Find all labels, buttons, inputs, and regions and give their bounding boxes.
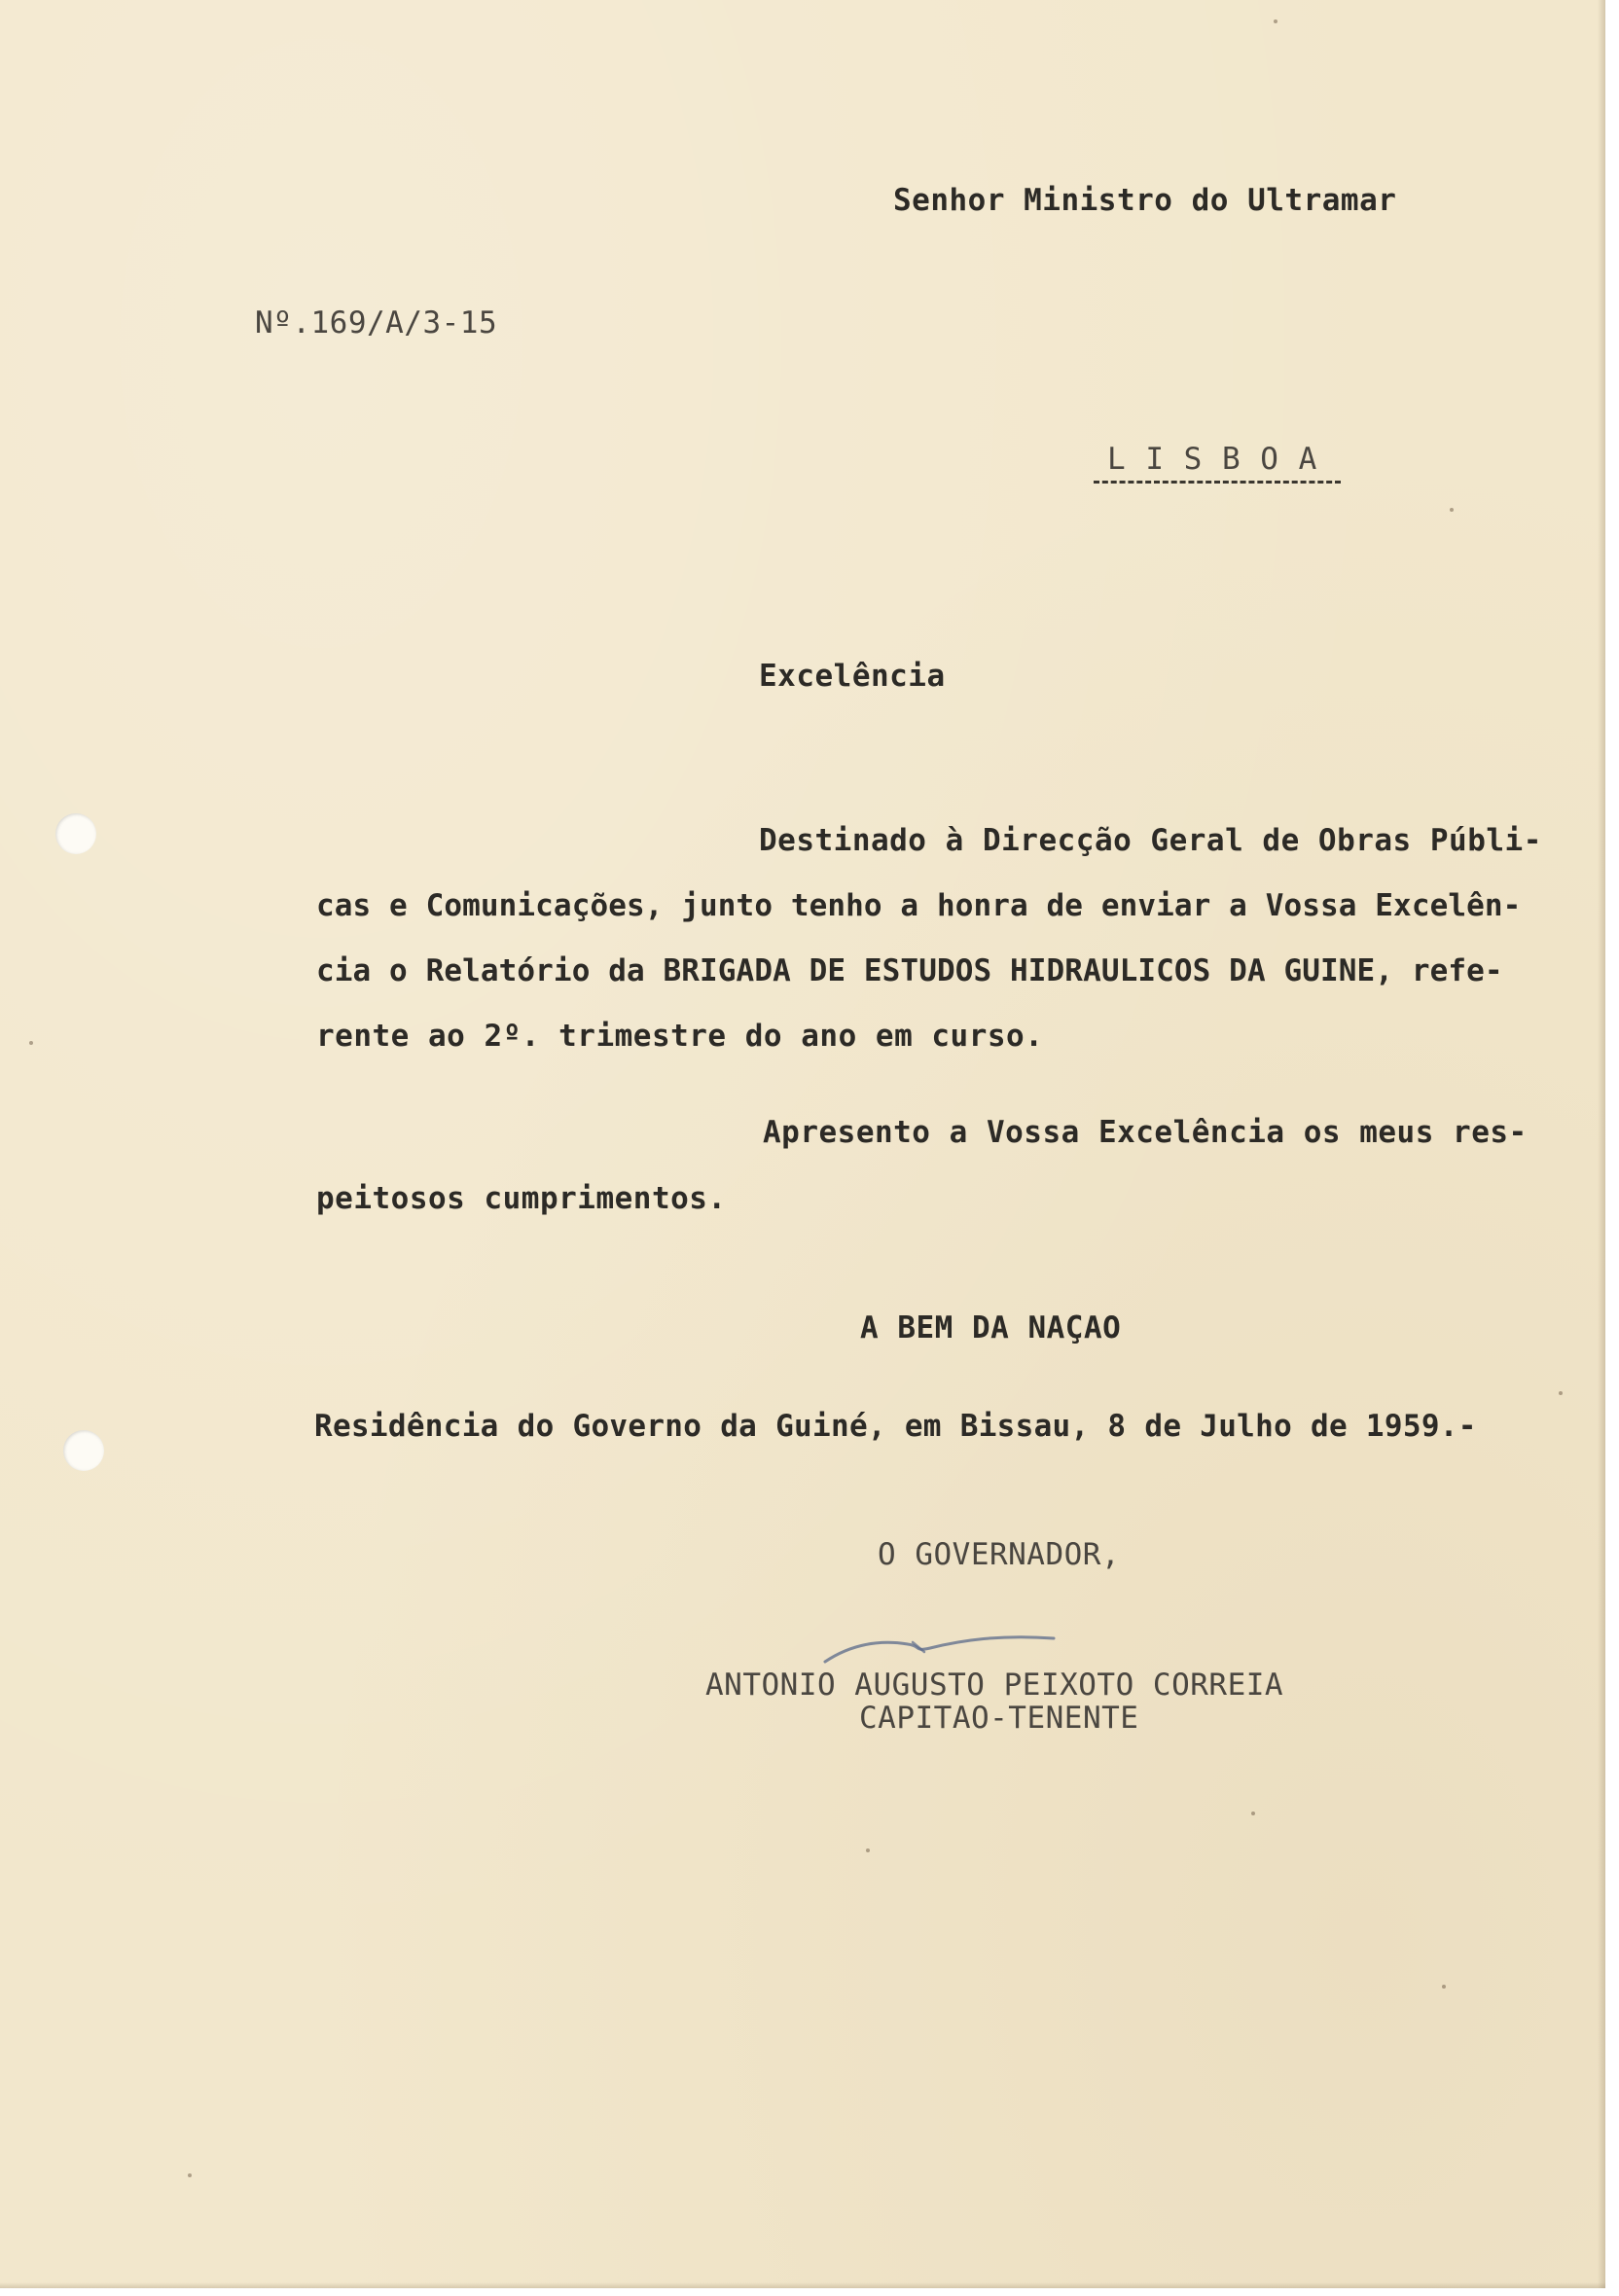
signatory-rank: CAPITAO-TENENTE [859, 1701, 1139, 1736]
page-edge-shadow [1598, 0, 1605, 2288]
page-bottom-shadow [0, 2282, 1605, 2288]
handwritten-signature [815, 1613, 1068, 1671]
recipient-line: Senhor Ministro do Ultramar [893, 183, 1397, 218]
reference-number: Nº.169/A/3-15 [255, 305, 498, 341]
signatory-name: ANTONIO AUGUSTO PEIXOTO CORREIA [705, 1668, 1284, 1703]
salutation: Excelência [759, 659, 946, 694]
punch-hole-bottom [63, 1430, 104, 1471]
paper-speck [1442, 1985, 1446, 1989]
body-line-3: cia o Relatório da BRIGADA DE ESTUDOS HIDRAULICOS DA GUINE, refe- [316, 953, 1503, 988]
paper-speck [1559, 1391, 1563, 1395]
body-line-2: cas e Comunicações, junto tenho a honra de enviar a Vossa Excelên- [316, 888, 1522, 923]
paper-speck [1274, 19, 1277, 23]
signatory-title: O GOVERNADOR, [878, 1537, 1121, 1572]
paper-speck [29, 1041, 33, 1045]
closing-line-2: peitosos cumprimentos. [316, 1181, 727, 1216]
paper-speck [188, 2173, 192, 2177]
punch-hole-top [55, 813, 96, 854]
paper-speck [866, 1848, 870, 1852]
body-line-1: Destinado à Direcção Geral de Obras Públi- [759, 823, 1542, 858]
body-line-4: rente ao 2º. trimestre do ano em curso. [316, 1019, 1044, 1054]
motto: A BEM DA NAÇAO [860, 1310, 1122, 1345]
closing-line-1: Apresento a Vossa Excelência os meus res- [763, 1115, 1528, 1150]
place-date-line: Residência do Governo da Guiné, em Bissau, 8 de Julho de 1959.- [314, 1409, 1477, 1444]
destination-city: L I S B O A [1107, 442, 1318, 477]
paper-speck [1251, 1812, 1255, 1815]
paper-speck [1450, 508, 1454, 512]
city-underline [1094, 481, 1341, 484]
